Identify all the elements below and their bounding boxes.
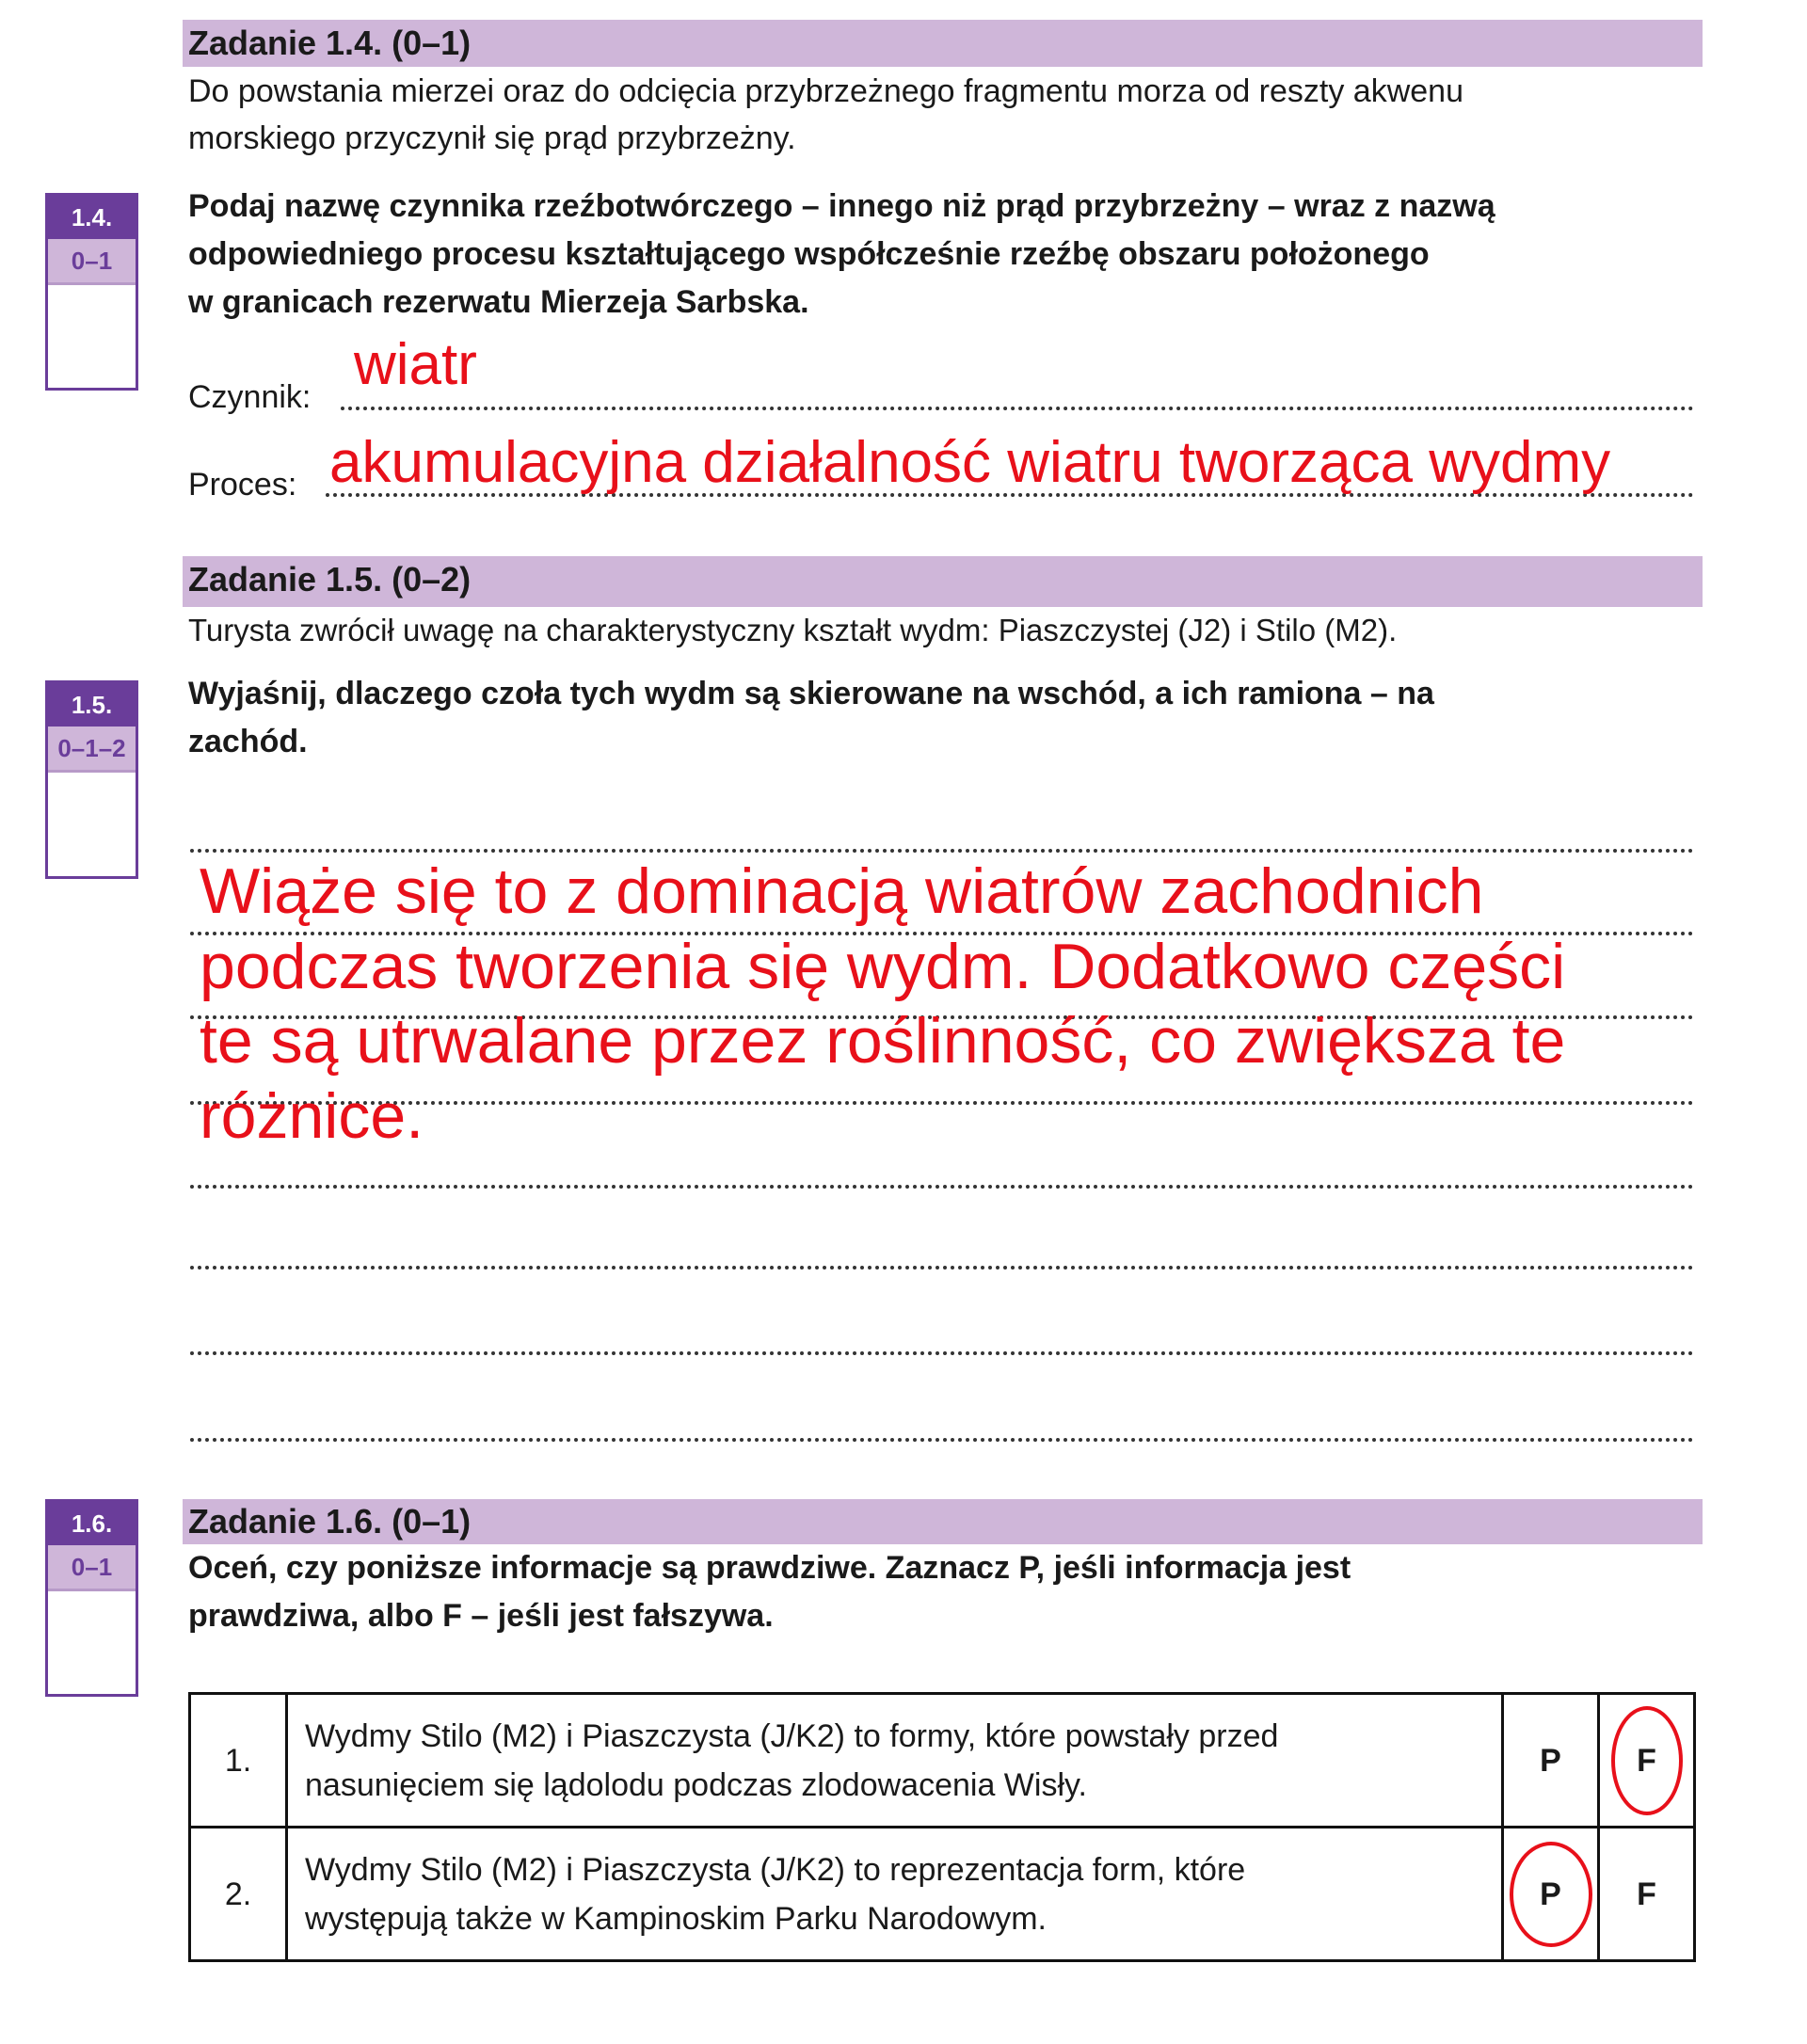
- selected-circle-mark: [1611, 1706, 1683, 1815]
- answer-line-7[interactable]: [190, 1351, 1694, 1355]
- task-1-5-question-line-1: Wyjaśnij, dlaczego czoła tych wydm są skierowane na wschód, a ich ramiona – na: [188, 676, 1434, 711]
- task-1-5-answer-line-1: Wiąże się to z dominacją wiatrów zachodnich: [200, 855, 1484, 927]
- true-false-table: [188, 1692, 1696, 1962]
- selected-circle-mark: [1510, 1842, 1592, 1947]
- option-p-label: P: [1540, 1742, 1561, 1779]
- task-1-4-question-line-3: w granicach rezerwatu Mierzeja Sarbska.: [188, 284, 809, 320]
- option-f[interactable]: [1599, 1828, 1695, 1961]
- czynnik-label: Czynnik:: [188, 379, 312, 415]
- option-p[interactable]: [1503, 1828, 1599, 1961]
- statement-cell: [287, 1694, 1503, 1828]
- statement-cell: [287, 1828, 1503, 1961]
- option-p-label: P: [1540, 1876, 1561, 1912]
- score-box-number: 1.4.: [48, 196, 136, 239]
- table-row: [190, 1694, 1695, 1828]
- task-1-4-intro-line-1: Do powstania mierzei oraz do odcięcia przybrzeżnego fragmentu morza od reszty akwenu: [188, 73, 1463, 109]
- task-1-5-answer-line-3: te są utrwalane przez roślinność, co zwiększa te: [200, 1005, 1566, 1077]
- answer-line-5[interactable]: [190, 1185, 1694, 1189]
- czynnik-answer-line[interactable]: [341, 407, 1694, 410]
- score-box-number: 1.5.: [48, 683, 136, 727]
- task-1-4-score-box[interactable]: [45, 193, 138, 391]
- row-number: 2.: [190, 1828, 287, 1961]
- task-1-4-question-line-1: Podaj nazwę czynnika rzeźbotwórczego – innego niż prąd przybrzeżny – wraz z nazwą: [188, 188, 1495, 224]
- czynnik-answer: wiatr: [354, 332, 477, 397]
- task-1-6-question-line-2: prawdziwa, albo F – jeśli jest fałszywa.: [188, 1598, 774, 1634]
- task-1-5-answer-line-2: podczas tworzenia się wydm. Dodatkowo części: [200, 931, 1566, 1002]
- score-box-number: 1.6.: [48, 1502, 136, 1545]
- score-box-points: 0–1: [48, 1545, 136, 1591]
- option-p[interactable]: [1503, 1694, 1599, 1828]
- task-1-5-answer-line-4: różnice.: [200, 1080, 424, 1152]
- answer-line-6[interactable]: [190, 1266, 1694, 1270]
- statement-line: Wydmy Stilo (M2) i Piaszczysta (J/K2) to reprezentacja form, które: [305, 1851, 1246, 1888]
- task-1-6-score-box[interactable]: [45, 1499, 138, 1697]
- proces-answer: akumulacyjna działalność wiatru tworząca wydmy: [329, 430, 1611, 495]
- statement-line: nasunięciem się lądolodu podczas zlodowacenia Wisły.: [305, 1766, 1087, 1803]
- score-box-points: 0–1–2: [48, 727, 136, 773]
- table-row: [190, 1828, 1695, 1961]
- statement-line: występują także w Kampinoskim Parku Narodowym.: [305, 1900, 1047, 1937]
- answer-line-1[interactable]: [190, 849, 1694, 853]
- option-f[interactable]: [1599, 1694, 1695, 1828]
- statement-line: Wydmy Stilo (M2) i Piaszczysta (J/K2) to formy, które powstały przed: [305, 1717, 1279, 1754]
- task-1-6-header: Zadanie 1.6. (0–1): [183, 1499, 1703, 1544]
- task-1-4-intro-line-2: morskiego przyczynił się prąd przybrzeżny.: [188, 120, 796, 156]
- task-1-5-header: Zadanie 1.5. (0–2): [183, 556, 1703, 607]
- task-1-5-score-box[interactable]: [45, 680, 138, 879]
- option-f-label: F: [1637, 1742, 1656, 1779]
- answer-line-8[interactable]: [190, 1438, 1694, 1442]
- task-1-5-intro: Turysta zwrócił uwagę na charakterystyczny kształt wydm: Piaszczystej (J2) i Stilo (M2).: [188, 613, 1398, 647]
- option-f-label: F: [1637, 1876, 1656, 1912]
- task-1-4-question-line-2: odpowiedniego procesu kształtującego współcześnie rzeźbę obszaru położonego: [188, 236, 1430, 272]
- proces-label: Proces:: [188, 467, 297, 503]
- task-1-5-question-line-2: zachód.: [188, 724, 308, 759]
- row-number: 1.: [190, 1694, 287, 1828]
- task-1-6-question-line-1: Oceń, czy poniższe informacje są prawdziwe. Zaznacz P, jeśli informacja jest: [188, 1550, 1351, 1586]
- score-box-points: 0–1: [48, 239, 136, 285]
- task-1-4-header: Zadanie 1.4. (0–1): [183, 20, 1703, 67]
